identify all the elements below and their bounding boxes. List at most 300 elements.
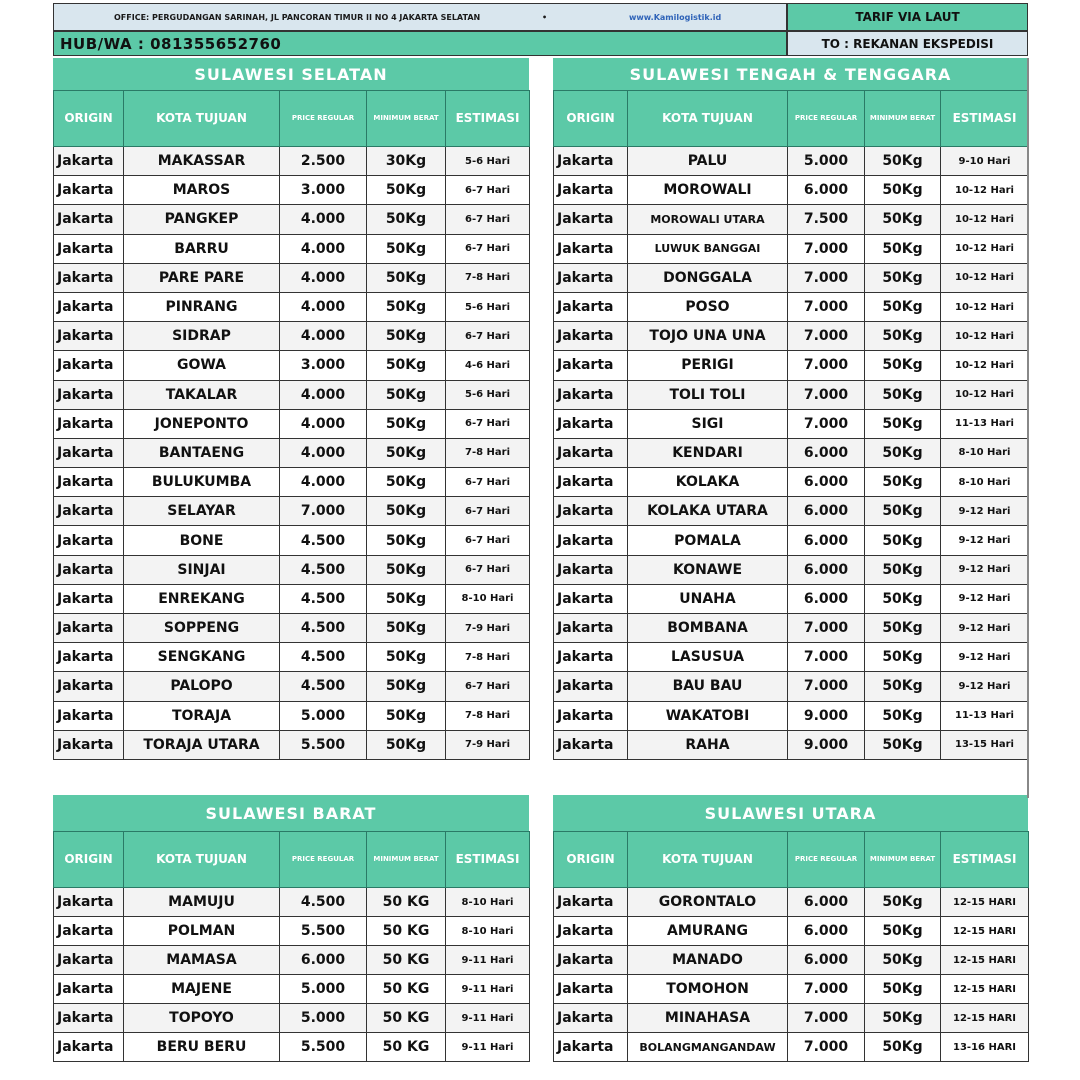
col-est: ESTIMASI [941,832,1029,888]
estimate-cell: 6-7 Hari [446,672,530,701]
table-row [54,380,530,409]
destination-cell: PANGKEP [124,205,280,234]
price-cell: 6.000 [788,526,865,555]
section-title: SULAWESI BARAT [53,795,529,831]
destination-cell: BOMBANA [628,614,788,643]
min-weight-cell: 50Kg [367,468,446,497]
table-row [54,292,530,321]
price-cell: 6.000 [788,468,865,497]
min-weight-cell: 50Kg [367,555,446,584]
price-cell: 4.500 [280,672,367,701]
table-row [554,205,1029,234]
price-cell: 7.000 [280,497,367,526]
table-row [54,917,530,946]
min-weight-cell: 50Kg [865,147,941,176]
destination-cell: MAJENE [124,975,280,1004]
estimate-cell: 5-6 Hari [446,292,530,321]
table-row [554,672,1029,701]
destination-cell: MAKASSAR [124,147,280,176]
estimate-cell: 10-12 Hari [941,176,1029,205]
origin-cell: Jakarta [54,614,124,643]
estimate-cell: 10-12 Hari [941,292,1029,321]
estimate-cell: 7-9 Hari [446,614,530,643]
estimate-cell: 6-7 Hari [446,409,530,438]
table-row [554,409,1029,438]
table-row [54,234,530,263]
section-sulawesi-selatan [53,58,529,760]
min-weight-cell: 50Kg [865,322,941,351]
origin-cell: Jakarta [54,946,124,975]
origin-cell: Jakarta [54,730,124,759]
destination-cell: SELAYAR [124,497,280,526]
origin-cell: Jakarta [554,1033,628,1062]
min-weight-cell: 50 KG [367,1004,446,1033]
min-weight-cell: 50Kg [865,176,941,205]
estimate-cell: 12-15 HARI [941,946,1029,975]
tarif-title: TARIF VIA LAUT [787,3,1028,31]
min-weight-cell: 50Kg [865,292,941,321]
origin-cell: Jakarta [554,147,628,176]
estimate-cell: 6-7 Hari [446,555,530,584]
destination-cell: TORAJA UTARA [124,730,280,759]
table-row [554,380,1029,409]
min-weight-cell: 50Kg [865,234,941,263]
table-row [54,438,530,467]
destination-cell: PALU [628,147,788,176]
price-cell: 6.000 [788,438,865,467]
table-row [554,322,1029,351]
destination-cell: KENDARI [628,438,788,467]
col-est: ESTIMASI [941,91,1029,147]
min-weight-cell: 50Kg [865,526,941,555]
destination-cell: MOROWALI [628,176,788,205]
table-row [54,468,530,497]
min-weight-cell: 50 KG [367,1033,446,1062]
estimate-cell: 12-15 HARI [941,888,1029,917]
estimate-cell: 8-10 Hari [941,468,1029,497]
min-weight-cell: 50 KG [367,888,446,917]
estimate-cell: 9-12 Hari [941,555,1029,584]
col-origin: ORIGIN [554,832,628,888]
table-row [54,205,530,234]
destination-cell: LASUSUA [628,643,788,672]
table-row [554,730,1029,759]
table-row [554,263,1029,292]
price-cell: 4.000 [280,322,367,351]
estimate-cell: 6-7 Hari [446,322,530,351]
col-price: PRICE REGULAR [280,832,367,888]
col-min: MINIMUM BERAT [865,832,941,888]
destination-cell: KONAWE [628,555,788,584]
price-cell: 4.500 [280,555,367,584]
estimate-cell: 6-7 Hari [446,176,530,205]
price-cell: 5.000 [280,1004,367,1033]
separator-dot: • [542,12,548,22]
table-row [54,672,530,701]
col-kota: KOTA TUJUAN [628,832,788,888]
price-cell: 4.000 [280,468,367,497]
estimate-cell: 10-12 Hari [941,234,1029,263]
estimate-cell: 7-8 Hari [446,643,530,672]
price-cell: 4.000 [280,205,367,234]
price-cell: 4.500 [280,526,367,555]
table-row [554,946,1029,975]
origin-cell: Jakarta [54,409,124,438]
min-weight-cell: 50Kg [367,263,446,292]
price-cell: 4.500 [280,888,367,917]
price-cell: 6.000 [788,584,865,613]
table-row [554,975,1029,1004]
origin-cell: Jakarta [554,409,628,438]
estimate-cell: 10-12 Hari [941,263,1029,292]
estimate-cell: 9-12 Hari [941,672,1029,701]
table-row [54,322,530,351]
min-weight-cell: 50Kg [367,176,446,205]
hub-contact: HUB/WA : 081355652760 [53,31,787,56]
origin-cell: Jakarta [54,234,124,263]
estimate-cell: 7-8 Hari [446,701,530,730]
destination-cell: ENREKANG [124,584,280,613]
destination-cell: RAHA [628,730,788,759]
col-origin: ORIGIN [54,832,124,888]
origin-cell: Jakarta [554,584,628,613]
origin-cell: Jakarta [54,263,124,292]
price-cell: 6.000 [788,946,865,975]
origin-cell: Jakarta [554,946,628,975]
min-weight-cell: 50Kg [865,497,941,526]
destination-cell: SINJAI [124,555,280,584]
destination-cell: GORONTALO [628,888,788,917]
origin-cell: Jakarta [554,614,628,643]
estimate-cell: 9-10 Hari [941,147,1029,176]
estimate-cell: 13-15 Hari [941,730,1029,759]
table-row [54,1033,530,1062]
origin-cell: Jakarta [554,234,628,263]
destination-cell: JONEPONTO [124,409,280,438]
table-row [54,643,530,672]
min-weight-cell: 50Kg [367,380,446,409]
price-cell: 7.000 [788,614,865,643]
table-row [54,584,530,613]
table-row [554,468,1029,497]
origin-cell: Jakarta [54,292,124,321]
price-cell: 7.000 [788,1033,865,1062]
price-cell: 6.000 [788,176,865,205]
col-price: PRICE REGULAR [280,91,367,147]
min-weight-cell: 50Kg [865,1033,941,1062]
section-title: SULAWESI UTARA [553,795,1028,831]
min-weight-cell: 50 KG [367,917,446,946]
destination-cell: BULUKUMBA [124,468,280,497]
col-est: ESTIMASI [446,91,530,147]
origin-cell: Jakarta [54,584,124,613]
table-row [54,614,530,643]
destination-cell: BERU BERU [124,1033,280,1062]
origin-cell: Jakarta [54,351,124,380]
price-cell: 2.500 [280,147,367,176]
col-kota: KOTA TUJUAN [124,91,280,147]
origin-cell: Jakarta [554,643,628,672]
col-price: PRICE REGULAR [788,832,865,888]
origin-cell: Jakarta [554,322,628,351]
estimate-cell: 10-12 Hari [941,351,1029,380]
table-row [554,526,1029,555]
min-weight-cell: 50Kg [865,409,941,438]
origin-cell: Jakarta [54,205,124,234]
estimate-cell: 9-12 Hari [941,614,1029,643]
min-weight-cell: 50Kg [865,351,941,380]
origin-cell: Jakarta [554,468,628,497]
col-min: MINIMUM BERAT [367,91,446,147]
origin-cell: Jakarta [554,917,628,946]
price-cell: 4.500 [280,643,367,672]
price-cell: 7.000 [788,292,865,321]
price-cell: 5.000 [788,147,865,176]
price-cell: 7.000 [788,234,865,263]
price-cell: 9.000 [788,701,865,730]
table-row [554,1004,1029,1033]
table-row [554,147,1029,176]
table-row [554,701,1029,730]
estimate-cell: 11-13 Hari [941,701,1029,730]
section-title: SULAWESI TENGAH & TENGGARA [553,58,1028,90]
min-weight-cell: 50Kg [865,205,941,234]
col-kota: KOTA TUJUAN [124,832,280,888]
table-row [554,1033,1029,1062]
min-weight-cell: 50Kg [367,614,446,643]
price-cell: 6.000 [788,497,865,526]
destination-cell: BANTAENG [124,438,280,467]
estimate-cell: 9-11 Hari [446,1033,530,1062]
table-row [54,263,530,292]
estimate-cell: 10-12 Hari [941,380,1029,409]
destination-cell: TAKALAR [124,380,280,409]
table-row [54,730,530,759]
section-title: SULAWESI SELATAN [53,58,529,90]
estimate-cell: 6-7 Hari [446,205,530,234]
min-weight-cell: 50Kg [865,701,941,730]
origin-cell: Jakarta [554,380,628,409]
estimate-cell: 10-12 Hari [941,322,1029,351]
min-weight-cell: 50Kg [865,584,941,613]
price-cell: 6.000 [788,888,865,917]
price-cell: 3.000 [280,351,367,380]
estimate-cell: 8-10 Hari [446,888,530,917]
section-sulawesi-utara [553,795,1028,1062]
estimate-cell: 6-7 Hari [446,468,530,497]
estimate-cell: 12-15 HARI [941,917,1029,946]
price-cell: 7.000 [788,643,865,672]
col-price: PRICE REGULAR [788,91,865,147]
price-cell: 4.500 [280,614,367,643]
col-origin: ORIGIN [554,91,628,147]
table-row [554,917,1029,946]
col-kota: KOTA TUJUAN [628,91,788,147]
destination-cell: POMALA [628,526,788,555]
estimate-cell: 9-11 Hari [446,1004,530,1033]
destination-cell: MOROWALI UTARA [628,205,788,234]
table-row [554,176,1029,205]
origin-cell: Jakarta [54,888,124,917]
destination-cell: MAROS [124,176,280,205]
destination-cell: PALOPO [124,672,280,701]
min-weight-cell: 50Kg [865,730,941,759]
origin-cell: Jakarta [54,176,124,205]
website-link[interactable]: www.Kamilogistik.id [629,12,722,22]
estimate-cell: 5-6 Hari [446,380,530,409]
origin-cell: Jakarta [554,176,628,205]
price-cell: 6.000 [280,946,367,975]
col-min: MINIMUM BERAT [367,832,446,888]
table-row [554,614,1029,643]
min-weight-cell: 50Kg [865,975,941,1004]
destination-cell: BARRU [124,234,280,263]
estimate-cell: 11-13 Hari [941,409,1029,438]
estimate-cell: 7-8 Hari [446,263,530,292]
price-cell: 7.000 [788,322,865,351]
destination-cell: TOLI TOLI [628,380,788,409]
origin-cell: Jakarta [54,438,124,467]
price-cell: 7.000 [788,351,865,380]
estimate-cell: 10-12 Hari [941,205,1029,234]
table-row [554,292,1029,321]
estimate-cell: 9-12 Hari [941,584,1029,613]
origin-cell: Jakarta [554,526,628,555]
origin-cell: Jakarta [554,205,628,234]
table-row [554,497,1029,526]
origin-cell: Jakarta [54,526,124,555]
price-cell: 7.000 [788,263,865,292]
min-weight-cell: 50Kg [865,888,941,917]
origin-cell: Jakarta [554,888,628,917]
destination-cell: POLMAN [124,917,280,946]
min-weight-cell: 50Kg [367,701,446,730]
min-weight-cell: 50Kg [367,643,446,672]
price-cell: 4.500 [280,584,367,613]
origin-cell: Jakarta [54,672,124,701]
table-row [54,555,530,584]
destination-cell: AMURANG [628,917,788,946]
table-row [54,176,530,205]
destination-cell: TOJO UNA UNA [628,322,788,351]
destination-cell: KOLAKA UTARA [628,497,788,526]
table-row [54,946,530,975]
min-weight-cell: 50Kg [865,672,941,701]
destination-cell: SIDRAP [124,322,280,351]
price-cell: 4.000 [280,380,367,409]
min-weight-cell: 50Kg [367,497,446,526]
price-cell: 6.000 [788,555,865,584]
destination-cell: POSO [628,292,788,321]
estimate-cell: 9-12 Hari [941,526,1029,555]
min-weight-cell: 50Kg [367,584,446,613]
min-weight-cell: 50Kg [865,1004,941,1033]
table-row [54,1004,530,1033]
rate-table [553,90,1029,760]
min-weight-cell: 50Kg [367,322,446,351]
min-weight-cell: 50Kg [865,263,941,292]
office-address [53,3,787,31]
destination-cell: TORAJA [124,701,280,730]
price-cell: 3.000 [280,176,367,205]
destination-cell: MAMASA [124,946,280,975]
destination-cell: DONGGALA [628,263,788,292]
origin-cell: Jakarta [554,263,628,292]
destination-cell: LUWUK BANGGAI [628,234,788,263]
col-origin: ORIGIN [54,91,124,147]
price-cell: 7.000 [788,1004,865,1033]
table-header-row [54,832,530,888]
col-min: MINIMUM BERAT [865,91,941,147]
office-text: OFFICE: PERGUDANGAN SARINAH, JL PANCORAN TIMUR II NO 4 JAKARTA SELATAN [114,12,481,22]
min-weight-cell: 50Kg [865,614,941,643]
estimate-cell: 6-7 Hari [446,497,530,526]
estimate-cell: 7-8 Hari [446,438,530,467]
origin-cell: Jakarta [54,147,124,176]
origin-cell: Jakarta [554,672,628,701]
destination-cell: MANADO [628,946,788,975]
price-cell: 4.000 [280,409,367,438]
origin-cell: Jakarta [54,1004,124,1033]
price-cell: 4.000 [280,263,367,292]
estimate-cell: 9-11 Hari [446,975,530,1004]
min-weight-cell: 50Kg [367,234,446,263]
table-row [54,147,530,176]
estimate-cell: 8-10 Hari [446,584,530,613]
min-weight-cell: 50Kg [367,205,446,234]
right-border-line [1027,58,1029,798]
estimate-cell: 12-15 HARI [941,1004,1029,1033]
price-cell: 5.500 [280,1033,367,1062]
rate-table [53,90,530,760]
rate-table [53,831,530,1062]
destination-cell: BOLANGMANGANDAW [628,1033,788,1062]
col-est: ESTIMASI [446,832,530,888]
destination-cell: UNAHA [628,584,788,613]
estimate-cell: 4-6 Hari [446,351,530,380]
min-weight-cell: 50Kg [367,351,446,380]
origin-cell: Jakarta [54,1033,124,1062]
min-weight-cell: 50Kg [865,468,941,497]
destination-cell: TOMOHON [628,975,788,1004]
table-row [54,526,530,555]
table-row [554,438,1029,467]
price-cell: 4.000 [280,438,367,467]
origin-cell: Jakarta [554,730,628,759]
origin-cell: Jakarta [54,975,124,1004]
destination-cell: SIGI [628,409,788,438]
origin-cell: Jakarta [54,917,124,946]
origin-cell: Jakarta [54,380,124,409]
table-row [54,351,530,380]
destination-cell: PARE PARE [124,263,280,292]
origin-cell: Jakarta [554,555,628,584]
min-weight-cell: 50Kg [367,292,446,321]
min-weight-cell: 50Kg [367,409,446,438]
min-weight-cell: 50Kg [865,438,941,467]
price-cell: 4.000 [280,234,367,263]
table-row [554,584,1029,613]
price-cell: 5.500 [280,730,367,759]
table-header-row [554,832,1029,888]
price-cell: 5.000 [280,701,367,730]
table-row [554,643,1029,672]
min-weight-cell: 50Kg [367,438,446,467]
min-weight-cell: 50Kg [865,917,941,946]
price-cell: 5.500 [280,917,367,946]
destination-cell: PINRANG [124,292,280,321]
estimate-cell: 9-11 Hari [446,946,530,975]
